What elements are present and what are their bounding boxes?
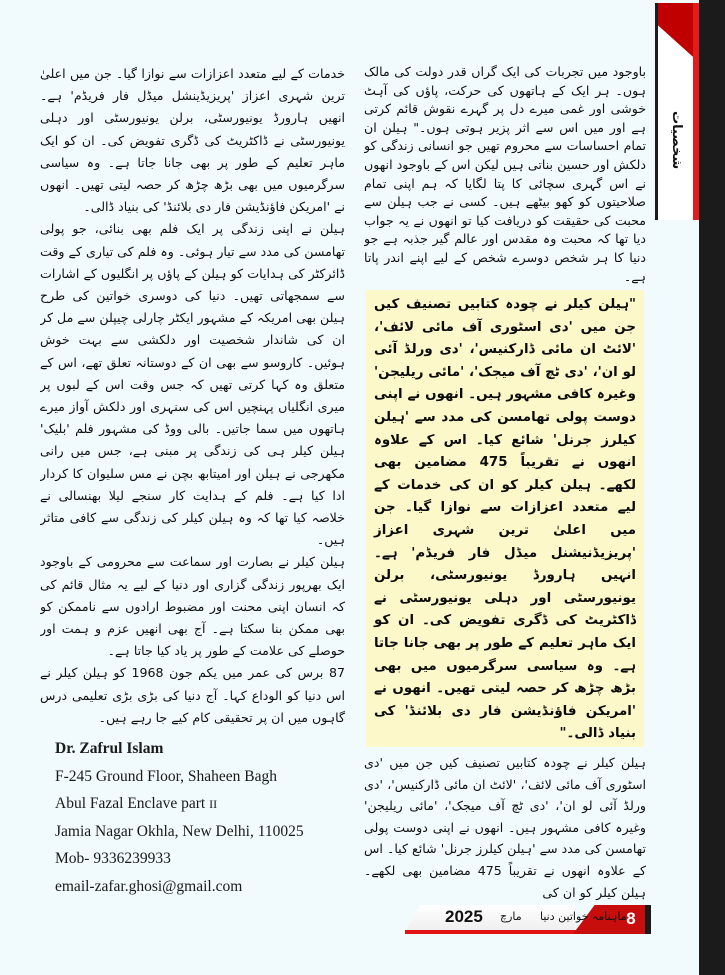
highlight-text: "ہیلن کیلر نے چودہ کتابیں تصنیف کیں جن میں 'دی اسٹوری آف مائی لائف'، 'لائٹ ان مائی ڈارکنیس'، 'دی ورلڈ آئی لو ان'، 'دی ٹچ آف میجک'، 'مائی ریلیجن' وغیرہ کافی مشہور ہیں۔ انھوں نے اپنی دوست پولی تھامسن کی مدد سے 'ہیلن کیلرز جرنل' شائع کیا۔ اس کے علاوہ انھوں نے تقریباً 475 مضامین بھی لکھے۔ ہیلن کیلر کو ان کی خدمات کے لیے متعدد اعزازات سے نوازا گیا۔ جن میں اعلیٰ ترین شہری اعزاز 'پریزیڈنیشنل میڈل فار فریڈم' ہے۔ انہیں ہارورڈ یونیورسٹی، برلن یونیورسٹی اور دہلی یونیورسٹی نے ڈاکٹریٹ کی ڈگری تفویض کی۔ ان کو ایک ماہر تعلیم کے طور پر بھی جانا جاتا ہے۔ وہ سیاسی سرگرمیوں میں بھی بڑھ چڑھ کر حصہ لیتی تھیں۔ انھوں نے 'امریکن فاؤنڈیشن فار دی بلائنڈ' کی بنیاد ڈالی۔" (374, 297, 636, 742)
right-column-bottom-text (364, 752, 646, 902)
section-label: شخصیات (669, 111, 684, 170)
side-dark-strip (699, 0, 725, 975)
author-block (55, 735, 345, 900)
section-tab (655, 3, 699, 220)
paragraph: خدمات کے لیے متعدد اعزازات سے نوازا گیا۔ جن میں اعلیٰ ترین شہری اعزاز 'پریزیڈینشل میڈل فار فریڈم' ہے۔ انھیں ہارورڈ یونیورسٹی، برلن یونیورسٹی اور دہلی یونیورسٹی نے ڈاکٹریٹ کی ڈگری تفویض کی۔ ان کو ایک ماہر تعلیم کے طور پر بھی جانا جاتا ہے۔ وہ سیاسی سرگرمیوں میں بھی بڑھ چڑھ کر حصہ لیتی تھیں۔ انھوں نے 'امریکن فاؤنڈیشن فار دی بلائنڈ' کی بنیاد ڈالی۔ (40, 66, 345, 215)
paragraph: ہیلن کیلر نے بصارت اور سماعت سے محرومی کے باوجود ایک بھرپور زندگی گزاری اور دنیا کے لیے یہ مثال قائم کی کہ انسان اپنی محنت اور مضبوط ارادوں سے ناممکن کو بھی ممکن بنا سکتا ہے۔ آج بھی انھیں عزم و ہمت اور حوصلے کی علامت کے طور پر یاد کیا جاتا ہے۔ (40, 554, 345, 659)
paragraph: ہیلن نے اپنی زندگی پر ایک فلم بھی بنائی، جو پولی تھامسن کی مدد سے تیار ہوئی۔ وہ فلم کی تیاری کے وقت ڈائرکٹر کی ہدایات کو ہیلن کے پاؤں پر انگلیوں کے اشارات سے سمجھاتی تھیں۔ دنیا کی دوسری خواتین کی طرح ہیلن بھی امریکہ کے مشہور ایکٹر چارلی چیپلن سے مل کر ان کی شاندار شخصیت اور دلکشی سے بہت خوش ہوئیں۔ کاروسو سے بھی ان کے دوستانہ تعلق تھے، اس کے متعلق وہ کہا کرتی تھیں کہ جس وقت اس کے لبوں پر میری انگلیاں پہنچیں اس کی سنہری اور دلکش آواز میرے ہاتھوں میں سما جاتیں۔ بالی ووڈ کی مشہور فلم 'بلیک' ہیلن کیلر ہی کی زندگی پر مبنی ہے، جس میں رانی مکھرجی نے ہیلن اور امیتابھ بچن نے مس سلیوان کا کردار ادا کیا ہے۔ فلم کے ہدایت کار سنجے لیلا بھنسالی نے خلاصہ کیا تھا کہ وہ ہیلن کیلر کی زندگی سے کافی متاثر ہیں۔ (40, 221, 345, 548)
footer-month: مارچ (500, 910, 522, 923)
mobile-number: Mob- 9336239933 (55, 850, 171, 867)
email-address: email-zafar.ghosi@gmail.com (55, 877, 243, 895)
footer-magazine-name: ماہنامہ خواتین دنیا (540, 910, 627, 923)
address-line-3: Jamia Nagar Okhla, New Delhi, 110025 (55, 822, 304, 840)
address-line-2-suffix: II (209, 797, 218, 811)
address-line-2 (55, 790, 345, 818)
footer-black-block (645, 905, 651, 934)
paragraph: 87 برس کی عمر میں یکم جون 1968 کو ہیلن کیلر نے اس دنیا کو الوداع کہا۔ آج دنیا کی بڑی بڑی تعلیمی درس گاہوں میں ان پر تحقیقی کام کیے جا رہے ہیں۔ (40, 665, 345, 725)
footer-year: 2025 (445, 907, 483, 926)
right-column-text (364, 63, 646, 287)
highlight-box (366, 290, 644, 747)
left-column-text (40, 63, 345, 729)
author-name: Dr. Zafrul Islam (55, 740, 164, 757)
section-tab-red-strip (693, 3, 699, 220)
paragraph: باوجود میں تجربات کی ایک گراں قدر دولت کی مالک ہوں۔ ہر ایک کے ہاتھوں کی حرکت، پاؤں کی آہٹ خوشی اور غمی میرے دل پر گہرے نقوش قائم کرتی ہے اور میں اس سے اثر پزیر ہوتی ہوں۔" ہیلن ان تمام احساسات سے محروم تھیں جو انسانی زندگی کو دلکش اور حسین بناتی ہیں لیکن اس کے باوجود انھوں نے اس گہری سچائی کا پتا لگایا کہ ہم اپنی تمام صلاحیتوں کو کھو بیٹھے ہیں۔ کسی نے جب ہیلن سے محبت کی حقیقت کو دریافت کیا تو انھوں نے یہ جواب دیا تھا کہ محبت وہ مقدس اور عالم گیر جذبہ ہے جو دنیا کا ہر شخص دوسرے شخص کے لیے اپنے اندر پاتا ہے۔ (364, 64, 646, 284)
page-number: 8 (626, 909, 636, 928)
address-line-2-text: Abul Fazal Enclave part (55, 795, 206, 812)
address-line-1: F-245 Ground Floor, Shaheen Bagh (55, 767, 277, 785)
paragraph: ہیلن کیلر نے چودہ کتابیں تصنیف کیں جن میں 'دی اسٹوری آف مائی لائف'، 'لائٹ ان مائی ڈارکنیس'، 'دی ورلڈ آئی لو ان'، 'دی ٹچ آف میجک'، 'مائی ریلیجن' وغیرہ کافی مشہور ہیں۔ انھوں نے اپنی دوست پولی تھامسن کی مدد سے 'ہیلن کیلرز جرنل' شائع کیا۔ اس کے علاوہ انھوں نے تقریباً 475 مضامین بھی لکھے۔ ہیلن کیلر کو ان کی (364, 755, 646, 900)
